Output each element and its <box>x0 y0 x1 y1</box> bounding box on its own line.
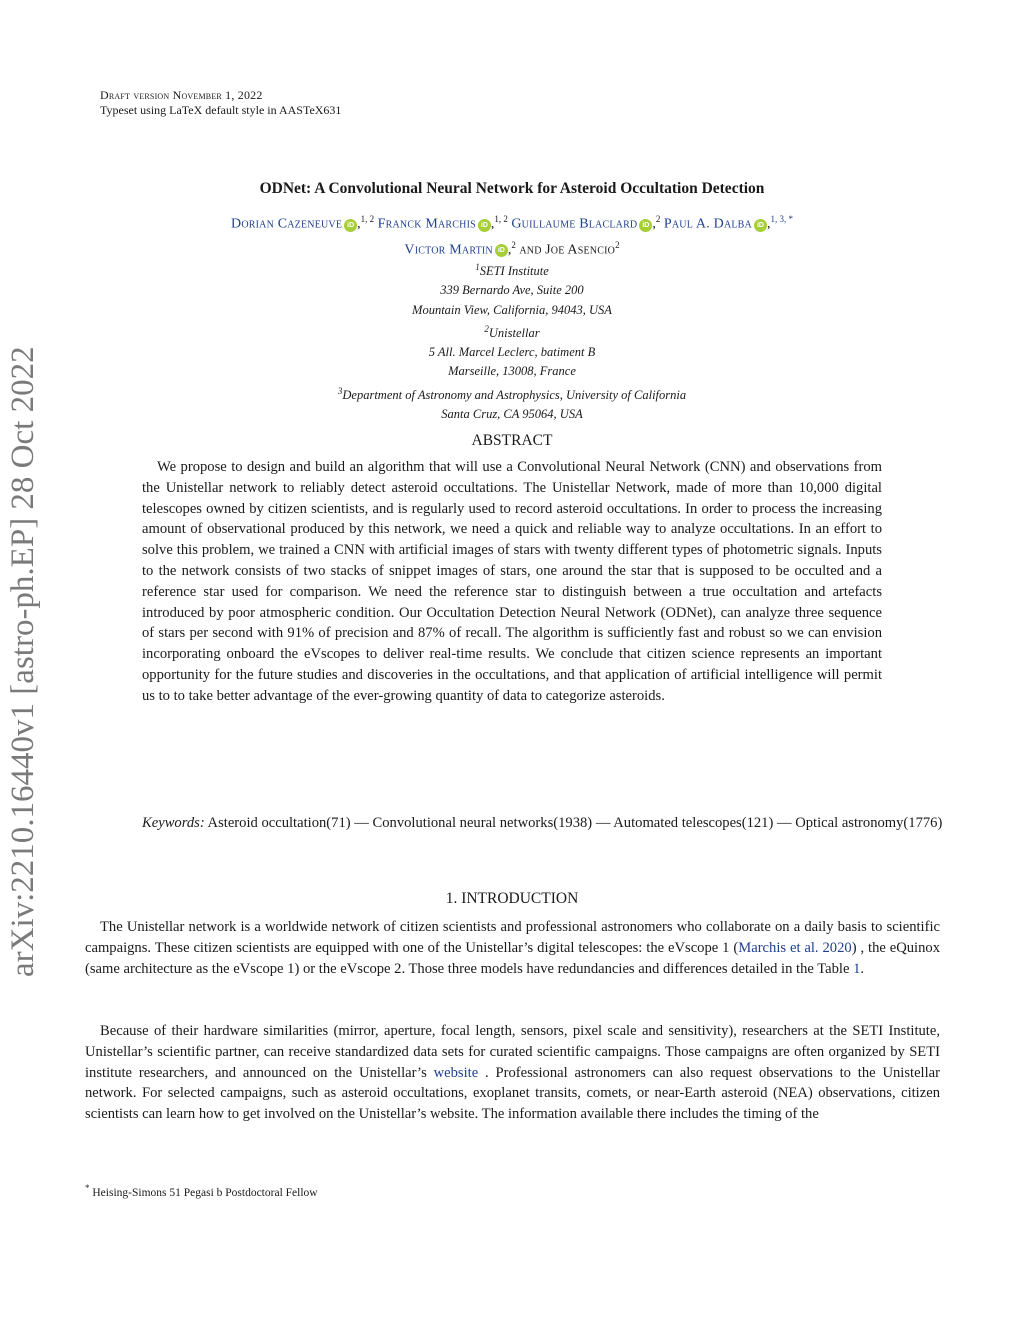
affiliation-num: 2 <box>484 323 489 334</box>
author-affil-sup: 2 <box>511 239 516 250</box>
section-heading-introduction: 1. INTRODUCTION <box>445 890 579 907</box>
affiliation-name: Department of Astronomy and Astrophysics, University of California <box>342 387 687 402</box>
paragraph-text: . Professional astronomers can also request observations to the Unistellar network. For selected campaigns, such as asteroid occultations, exoplanet transits, comets, or near-Earth asteroid (NEA) observations, citizen scientists can learn how to get involved on the Unistellar’s website. The information available there includes the timing of the <box>85 1064 940 1123</box>
affiliations <box>0 258 1024 424</box>
author-affil-sup: 1, 2 <box>360 214 375 224</box>
author-affil-sup: 1, 2 <box>494 214 508 224</box>
footnote-text: Heising-Simons 51 Pegasi b Postdoctoral Fellow <box>92 1186 318 1199</box>
affiliation-name: Unistellar <box>488 325 540 340</box>
keywords-text: Asteroid occultation(71) — Convolutional neural networks(1938) — Automated telescopes(121) — Optical astronomy(1776) <box>207 815 943 831</box>
abstract-heading: ABSTRACT <box>471 432 553 449</box>
abstract-body: We propose to design and build an algorithm that will use a Convolutional Neural Network (CNN) and observations from the Unistellar network to reliably detect asteroid occultations. The Unistellar Network, made of more than 10,000 digital telescopes owned by citizen scientists, and is regularly used to record asteroid occultations. In order to process the increasing amount of observational produced by this network, we need a quick and reliable way to analyze occultations. In an effort to solve this problem, we trained a CNN with artificial images of stars with twenty different types of photometric signals. Inputs to the network consists of two stacks of snippet images of stars, one around the star that is supposed to be occulted and a reference star used for comparison. We need the reference star to distinguish between a true occultation and artefacts introduced by poor atmospheric condition. Our Occultation Detection Neural Network (ODNet), can analyze three sequence of stars per second with 91% of precision and 87% of recall. The algorithm is sufficiently fast and robust so we can envision incorporating onboard the eVscopes to deliver real-time results. We conclude that citizen science represents an important opportunity for the future studies and discoveries in the occultations, and that application of artificial intelligence will permit us to to take better advantage of the ever-growing quantity of data to categorize asteroids. <box>142 459 882 704</box>
author-name[interactable]: Guillaume Blaclard <box>511 216 638 232</box>
table-ref-link[interactable]: 1 <box>853 960 861 977</box>
orcid-icon[interactable]: iD <box>478 219 491 232</box>
author-connector: and <box>519 242 542 258</box>
paragraph-text: . <box>860 960 865 977</box>
paragraph-text: The Unistellar network is a worldwide network of citizen scientists and professional astronomers who collaborate on a daily basis to scientific campaigns. These citizen scientists are equipped with one of the Unistellar’s digital telescopes: the eVscope 1 ( <box>85 919 940 956</box>
orcid-icon[interactable]: iD <box>639 219 652 232</box>
author-line-2: Victor Martin iD ,$^2$ and Joe Asencio$^2$ <box>404 239 620 258</box>
footnote-mark: * <box>85 1183 90 1193</box>
affiliation-name: SETI Institute <box>479 264 549 279</box>
affiliation-line: 339 Bernardo Ave, Suite 200 <box>440 283 584 298</box>
author-affil-sup: 2 <box>615 239 620 250</box>
affiliation-num: 3 <box>337 385 343 396</box>
author-affil-sup: 2 <box>655 214 661 224</box>
affiliation-line: Marseille, 13008, France <box>448 364 576 379</box>
orcid-icon[interactable]: iD <box>344 219 357 232</box>
arxiv-identifier: arXiv:2210.16440v1 [astro-ph.EP] 28 Oct 2022 <box>5 346 41 977</box>
author-name: Joe Asencio <box>545 242 616 258</box>
affiliation-line <box>0 382 1024 405</box>
citation-link[interactable]: Marchis et al. 2020 <box>738 939 852 956</box>
paragraph-text: Because of their hardware similarities (mirror, aperture, focal length, sensors, pixel scale and sensitivity), researchers at the SETI Institute, Unistellar’s scientific partner, can receive standardized data sets for curated scientific campaigns. Those campaigns are often organized by SETI institute researchers, and announced on the Unistellar’s <box>85 1023 940 1081</box>
affiliation-line: 5 All. Marcel Leclerc, batiment B <box>428 345 596 360</box>
intro-paragraph-1 <box>85 917 940 979</box>
affiliation-line <box>0 320 1024 343</box>
author-line-1: Dorian Cazeneuve iD ,$^{1, 2}$ Franck Marchis iD ,$^{1, 2}$ Guillaume Blaclard iD ,$^2$ Paul A. Dalba iD ,$^{1, 3, *}$ <box>231 214 793 232</box>
intro-paragraph-2 <box>85 1021 940 1125</box>
author-name[interactable]: Paul A. Dalba <box>663 216 752 232</box>
orcid-icon[interactable]: iD <box>754 219 767 232</box>
website-link[interactable]: website <box>433 1064 479 1081</box>
typeset-line: Typeset using LaTeX default style in AASTeX631 <box>100 103 342 117</box>
author-list <box>0 209 1024 260</box>
keywords-label: Keywords: <box>142 815 205 831</box>
affiliation-line: Santa Cruz, CA 95064, USA <box>441 406 583 421</box>
preprint-header <box>100 88 341 118</box>
paragraph-text: ) , the eQuinox (same architecture as the eVscope 1) or the eVscope 2. Those three models have redundancies and differences detailed in the Table <box>85 939 941 977</box>
footnote <box>85 1183 318 1199</box>
affiliation-num: 1 <box>475 262 480 272</box>
keywords <box>142 813 960 834</box>
paper-title: ODNet: A Convolutional Neural Network for Asteroid Occultation Detection <box>259 180 765 197</box>
orcid-icon[interactable]: iD <box>495 244 508 257</box>
author-name[interactable]: Franck Marchis <box>377 216 476 232</box>
author-affil-sup: 1, 3, * <box>770 214 793 224</box>
author-name[interactable]: Victor Martin <box>404 242 493 258</box>
draft-version-line: Draft version November 1, 2022 <box>100 88 263 102</box>
affiliation-line: Mountain View, California, 94043, USA <box>412 302 612 317</box>
author-name[interactable]: Dorian Cazeneuve <box>231 216 343 232</box>
affiliation-line <box>0 258 1024 281</box>
